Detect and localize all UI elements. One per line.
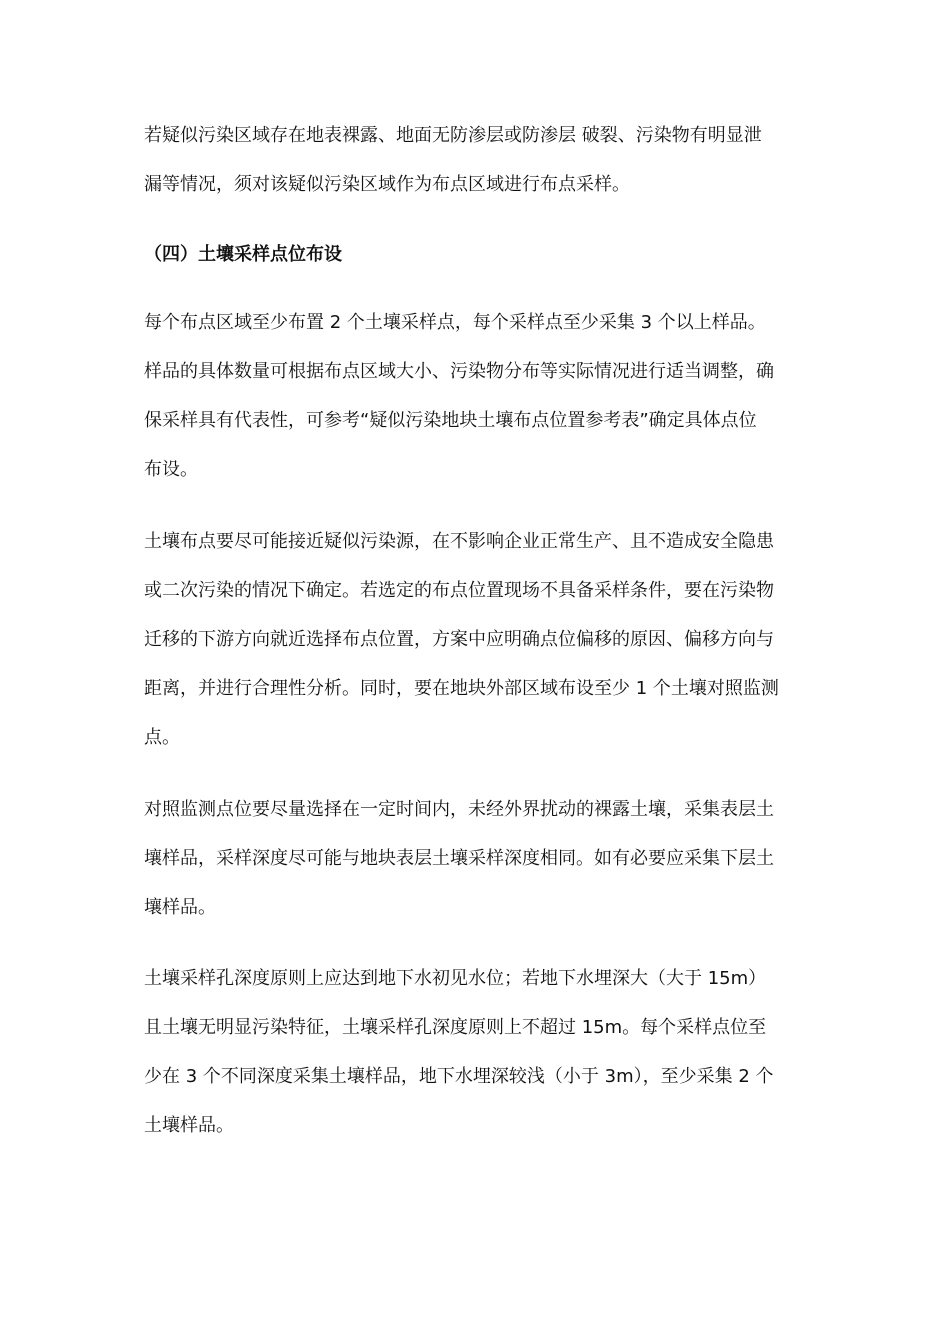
text-line: 样品的具体数量可根据布点区域大小、污染物分布等实际情况进行适当调整，确 xyxy=(144,361,774,382)
text-line: 迁移的下游方向就近选择布点位置，方案中应明确点位偏移的原因、偏移方向与 xyxy=(144,629,774,650)
paragraph-sampling-points xyxy=(144,298,814,494)
text-line: 距离，并进行合理性分析。同时，要在地块外部区域布设至少 1 个土壤对照监测 xyxy=(144,678,779,699)
paragraph-leak-sampling xyxy=(144,111,814,209)
text-line: 漏等情况，须对该疑似污染区域作为布点区域进行布点采样。 xyxy=(144,174,630,195)
text-line: 布设。 xyxy=(144,459,198,480)
text-line: 对照监测点位要尽量选择在一定时间内，未经外界扰动的裸露土壤，采集表层土 xyxy=(144,799,774,820)
text-line: 每个布点区域至少布置 2 个土壤采样点，每个采样点至少采集 3 个以上样品。 xyxy=(144,312,766,333)
heading-text: （四）土壤采样点位布设 xyxy=(144,244,342,265)
paragraph-point-location xyxy=(144,517,814,762)
text-line: 或二次污染的情况下确定。若选定的布点位置现场不具备采样条件，要在污染物 xyxy=(144,580,774,601)
text-line: 保采样具有代表性，可参考“疑似污染地块土壤布点位置参考表”确定具体点位 xyxy=(144,410,757,431)
text-line: 土壤布点要尽可能接近疑似污染源，在不影响企业正常生产、且不造成安全隐患 xyxy=(144,531,774,552)
section-heading xyxy=(144,230,814,279)
text-line: 点。 xyxy=(144,727,180,748)
paragraph-sampling-depth xyxy=(144,954,814,1150)
text-line: 壤样品。 xyxy=(144,897,216,918)
text-line: 若疑似污染区域存在地表裸露、地面无防渗层或防渗层 破裂、污染物有明显泄 xyxy=(144,125,762,146)
text-line: 少在 3 个不同深度采集土壤样品，地下水埋深较浅（小于 3m），至少采集 2 个 xyxy=(144,1066,774,1087)
text-line: 土壤采样孔深度原则上应达到地下水初见水位；若地下水埋深大（大于 15m） xyxy=(144,968,767,989)
text-line: 且土壤无明显污染特征，土壤采样孔深度原则上不超过 15m。每个采样点位至 xyxy=(144,1017,767,1038)
paragraph-control-point xyxy=(144,785,814,932)
text-line: 土壤样品。 xyxy=(144,1115,234,1136)
text-line: 壤样品，采样深度尽可能与地块表层土壤采样深度相同。如有必要应采集下层土 xyxy=(144,848,774,869)
